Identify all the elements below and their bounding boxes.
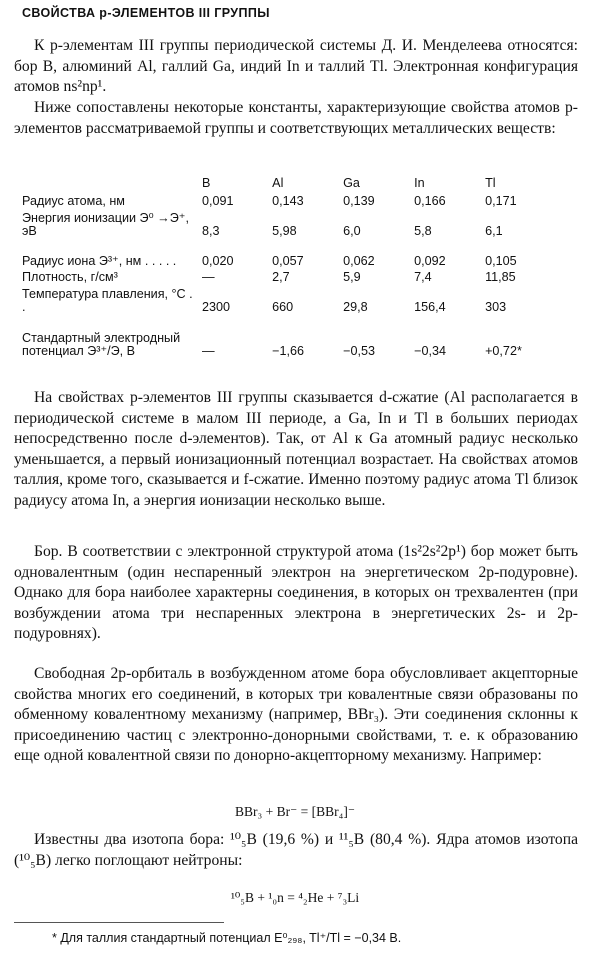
table-cell: −0,34	[414, 343, 446, 358]
table-cell: 0,143	[272, 193, 304, 208]
table-cell: 660	[272, 299, 294, 314]
isotopes-paragraph: Известны два изотопа бора: ¹⁰₅B (19,6 %) и ¹¹₅B (80,4 %). Ядра атомов изотопа (¹⁰₅B) легко поглощают нейтроны:	[14, 831, 578, 869]
table-cell: 0,062	[343, 253, 375, 268]
table-cell: +0,72*	[485, 343, 522, 358]
table-cell: 0,105	[485, 253, 517, 268]
table-cell: 0,171	[485, 193, 517, 208]
row-label: Энергия ионизации Э⁰ →Э⁺, эВ	[22, 210, 189, 238]
table-cell: 0,139	[343, 193, 375, 208]
column-header: Tl	[485, 175, 496, 190]
table-row	[22, 208, 567, 238]
column-header: Ga	[343, 175, 360, 190]
table-cell: −0,53	[343, 343, 376, 358]
row-label: Плотность, г/см³	[22, 269, 118, 284]
footnote: * Для таллия стандартный потенциал E⁰₂₉₈, Tl⁺/Tl = −0,34 В.	[52, 931, 402, 945]
table-cell: 6,0	[343, 223, 361, 238]
table-cell: 29,8	[343, 299, 368, 314]
table-cell: 0,057	[272, 253, 304, 268]
equation-bromide: BBr₃ + Br⁻ = [BBr₄]⁻	[235, 804, 355, 819]
table-cell: 8,3	[202, 223, 220, 238]
constants-intro-paragraph: Ниже сопоставлены некоторые константы, характеризующие свойства атомов p-элементов рассматриваемой группы и соответствующих металлических веществ:	[14, 99, 578, 137]
table-cell: 11,85	[485, 269, 516, 284]
table-cell: —	[202, 343, 215, 358]
column-header: In	[414, 175, 425, 190]
table-header-label	[22, 176, 202, 190]
table-cell: 303	[485, 299, 507, 314]
table-row	[22, 190, 567, 208]
table-row	[22, 238, 567, 268]
row-label: Температура плавления, °С . .	[22, 286, 193, 314]
table-cell: —	[202, 269, 215, 284]
table-cell: 7,4	[414, 269, 432, 284]
orbital-paragraph: Свободная 2p-орбиталь в возбужденном атоме бора обусловливает акцепторные свойства многих его соединений, в которых три ковалентные связи образованы по обменному ковалентному механизму (например, BBr₃). Эти соединения склонны к присоединению частиц с электронно-донорными свойствами, т. е. к образованию еще одной ковалентной связи по донорно-акцепторному механизму. Например:	[14, 665, 578, 765]
d-contraction-paragraph: На свойствах p-элементов III группы сказывается d-сжатие (Al располагается в периодической системе в малом III периоде, а Ga, In и Tl в больших периодах непосредственно после d-элементов). Так, от Al к Ga атомный радиус несколько уменьшается, а первый ионизационный потенциал возрастает. На свойствах атомов таллия, кроме того, сказывается и f-сжатие. Именно поэтому радиус атома Tl близок радиусу атома In, а энергия ионизации несколько выше.	[14, 389, 578, 509]
table-cell: 5,8	[414, 223, 432, 238]
table-cell: 0,020	[202, 253, 234, 268]
row-label: Радиус иона Э³⁺, нм . . . . .	[22, 253, 177, 268]
equation-neutron: ¹⁰₅B + ¹₀n = ⁴₂He + ⁷₃Li	[230, 890, 360, 905]
column-header: B	[202, 175, 211, 190]
column-header: Al	[272, 175, 284, 190]
section-heading: СВОЙСТВА p-ЭЛЕМЕНТОВ III ГРУППЫ	[22, 6, 270, 20]
table-cell: 156,4	[414, 299, 446, 314]
table-cell: 0,091	[202, 193, 234, 208]
table-cell: 0,092	[414, 253, 446, 268]
properties-table	[22, 176, 567, 358]
table-cell: 2300	[202, 299, 231, 314]
table-cell: −1,66	[272, 343, 305, 358]
intro-paragraph: К p-элементам III группы периодической системы Д. И. Менделеева относятся: бор B, алюминий Al, галлий Ga, индий In и таллий Tl. Электронная конфигурация атомов ns²np¹.	[14, 37, 578, 96]
row-label: Стандартный электродный потенциал Э³⁺/Э, В	[22, 330, 181, 358]
table-cell: 5,98	[272, 223, 297, 238]
table-row	[22, 314, 567, 358]
footnote-divider	[14, 922, 224, 923]
table-cell: 0,166	[414, 193, 446, 208]
table-row	[22, 284, 567, 314]
table-cell: 6,1	[485, 223, 503, 238]
table-header-row	[22, 176, 567, 190]
table-cell: 5,9	[343, 269, 361, 284]
table-row	[22, 268, 567, 284]
boron-paragraph: Бор. В соответствии с электронной структурой атома (1s²2s²2p¹) бор может быть одновалентным (один неспаренный электрон на энергетическом 2p-подуровне). Однако для бора наиболее характерны соединения, в которых он трехвалентен (при возбуждении атома три неспаренных электрона в энергетических 2s- и 2p-подуровнях).	[14, 543, 578, 643]
row-label: Радиус атома, нм	[22, 193, 125, 208]
table-cell: 2,7	[272, 269, 290, 284]
